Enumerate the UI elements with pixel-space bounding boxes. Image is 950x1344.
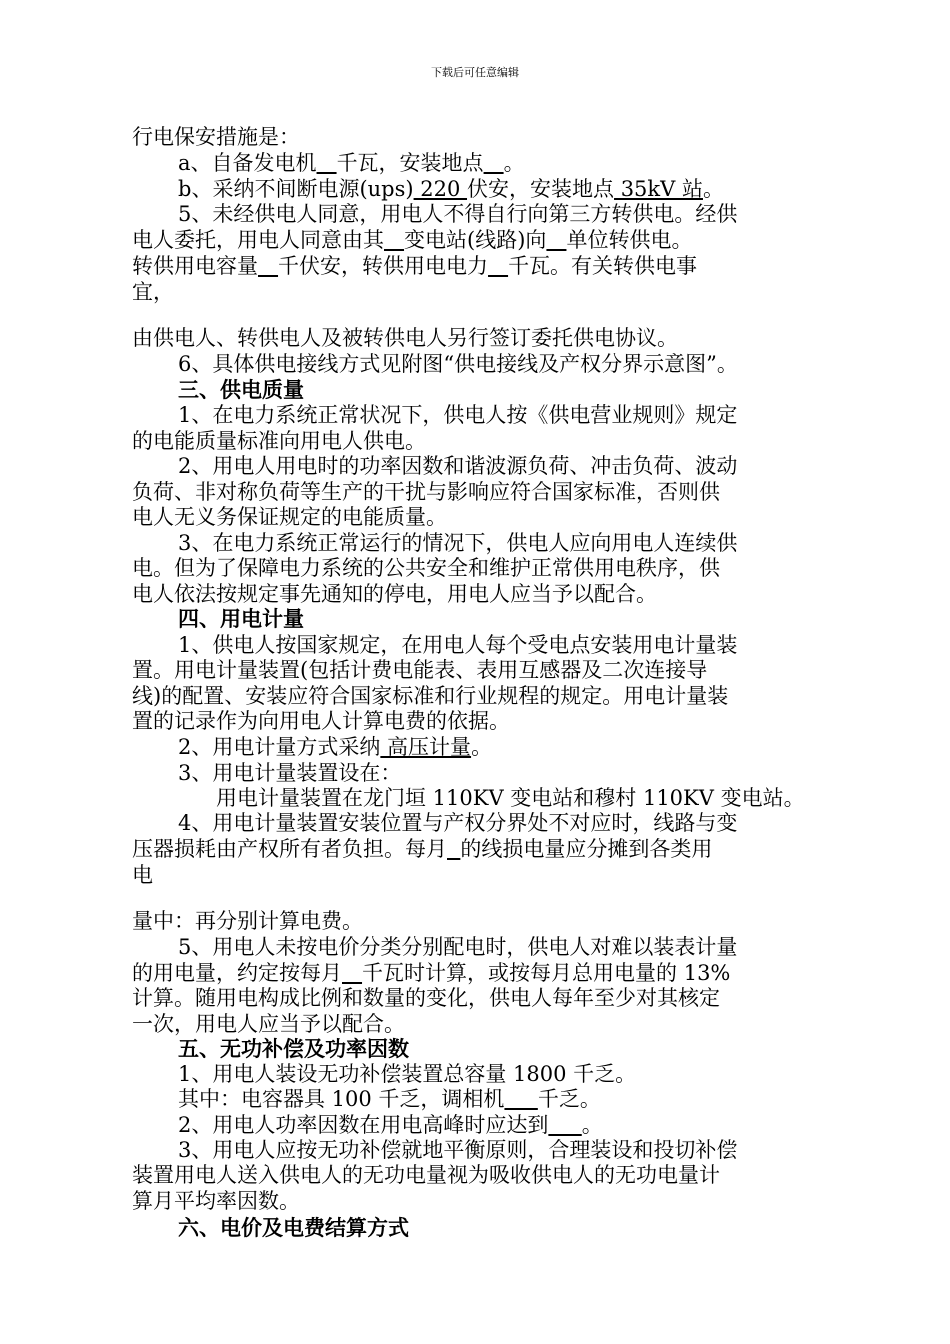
- text-segment: 千瓦。有关转供电事: [508, 254, 698, 278]
- text-line: [132, 960, 730, 986]
- text-segment: 1、供电人按国家规定，在用电人每个受电点安装用电计量装: [178, 633, 738, 657]
- text-segment: 五、无功补偿及功率因数: [178, 1037, 409, 1061]
- text-segment: 置。用电计量装置(包括计费电能表、表用互感器及二次连接导: [132, 658, 708, 682]
- text-segment: 2、用电人功率因数在用电高峰时应达到: [178, 1113, 549, 1137]
- text-segment: 变电站(线路)向: [404, 228, 547, 252]
- text-line: [178, 530, 737, 556]
- text-segment: 电。但为了保障电力系统的公共安全和维护正常供用电秩序，供: [132, 556, 720, 580]
- underlined-blank: [546, 228, 566, 252]
- underlined-blank: [258, 254, 278, 278]
- text-segment: 行电保安措施是：: [132, 125, 300, 149]
- text-segment: 2、用电计量方式采纳: [178, 735, 381, 759]
- text-line: [132, 862, 153, 888]
- text-segment: 4、用电计量装置安装位置与产权分界处不对应时，线路与变: [178, 811, 738, 835]
- underlined-blank: [548, 1113, 581, 1137]
- text-segment: 量中：再分别计算电费。: [132, 909, 363, 933]
- text-segment: 电人依法按规定事先通知的停电，用电人应当予以配合。: [132, 582, 657, 606]
- text-line: [132, 657, 707, 683]
- text-line: [178, 1061, 636, 1087]
- underlined-blank: 高压计量: [380, 735, 472, 759]
- text-line: [178, 453, 737, 479]
- text-segment: 5、未经供电人同意，用电人不得自行向第三方转供电。经供: [178, 202, 738, 226]
- text-segment: 四、用电计量: [178, 607, 304, 631]
- text-segment: 1、在电力系统正常状况下，供电人按《供电营业规则》规定: [178, 403, 738, 427]
- underlined-blank: [342, 961, 362, 985]
- text-segment: 千瓦，安装地点: [336, 151, 484, 175]
- underlined-blank: [488, 254, 508, 278]
- text-segment: 的电能质量标准向用电人供电。: [132, 429, 426, 453]
- underlined-blank: 35kV 站: [614, 177, 703, 201]
- underlined-blank: [484, 151, 504, 175]
- text-segment: a、自备发电机: [178, 151, 317, 175]
- text-segment: 伏安，安装地点: [467, 177, 615, 201]
- text-line: [132, 479, 720, 505]
- text-segment: 装置用电人送入供电人的无功电量视为吸收供电人的无功电量计: [132, 1163, 720, 1187]
- text-line: [178, 934, 737, 960]
- text-line: [132, 1162, 720, 1188]
- text-line: [132, 555, 720, 581]
- text-line: [132, 325, 678, 351]
- text-segment: b、采纳不间断电源(ups): [178, 177, 414, 201]
- text-segment: 转供用电容量: [132, 254, 258, 278]
- text-segment: 计算。随用电构成比例和数量的变化，供电人每年至少对其核定: [132, 986, 720, 1010]
- text-segment: 三、供电质量: [178, 378, 304, 402]
- text-segment: 5、用电人未按电价分类分别配电时，供电人对难以装表计量: [178, 935, 738, 959]
- text-segment: 电人委托，用电人同意由其: [132, 228, 384, 252]
- text-segment: 3、用电人应按无功补偿就地平衡原则，合理装设和投切补偿: [178, 1138, 738, 1162]
- text-segment: 单位转供电。: [566, 228, 693, 252]
- text-segment: 一次，用电人应当予以配合。: [132, 1012, 405, 1036]
- text-line: [178, 1137, 737, 1163]
- text-line: [132, 504, 447, 530]
- text-segment: 2、用电人用电时的功率因数和谐波源负荷、冲击负荷、波动: [178, 454, 738, 478]
- text-segment: 千乏。: [537, 1087, 601, 1111]
- text-line: [178, 760, 401, 786]
- text-line: [178, 201, 737, 227]
- underlined-blank: [384, 228, 404, 252]
- text-segment: 。: [471, 735, 493, 759]
- text-line: [216, 785, 805, 811]
- text-line: [132, 708, 510, 734]
- text-segment: 1、用电人装设无功补偿装置总容量 1800 千乏。: [178, 1062, 637, 1086]
- text-line: [178, 351, 738, 377]
- text-segment: 由供电人、转供电人及被转供电人另行签订委托供电协议。: [132, 326, 678, 350]
- text-segment: 。: [702, 177, 724, 201]
- text-segment: 负荷、非对称负荷等生产的干扰与影响应符合国家标准，否则供: [132, 480, 720, 504]
- text-line: [132, 1188, 300, 1214]
- text-segment: 电人无义务保证规定的电能质量。: [132, 505, 447, 529]
- underlined-blank: 220: [413, 177, 468, 201]
- text-segment: 的线损电量应分摊到各类用: [460, 837, 713, 861]
- text-segment: 用电计量装置在龙门垣 110KV 变电站和穆村 110KV 变电站。: [216, 786, 805, 810]
- text-line: [132, 683, 728, 709]
- text-line: [178, 402, 737, 428]
- text-segment: 。: [581, 1113, 603, 1137]
- underlined-blank: [447, 837, 460, 861]
- underlined-blank: [504, 1087, 537, 1111]
- text-line: [132, 428, 426, 454]
- text-line: [132, 836, 712, 862]
- underlined-blank: [317, 151, 337, 175]
- text-segment: 3、在电力系统正常运行的情况下，供电人应向用电人连续供: [178, 531, 738, 555]
- text-segment: 六、电价及电费结算方式: [178, 1216, 409, 1240]
- text-segment: 线)的配置、安装应符合国家标准和行业规程的规定。用电计量装: [132, 684, 729, 708]
- text-line: [132, 581, 657, 607]
- text-segment: 算月平均率因数。: [132, 1189, 300, 1213]
- text-line: [178, 1086, 601, 1112]
- text-segment: 其中：电容器具 100 千乏，调相机: [178, 1087, 505, 1111]
- text-line: [178, 632, 737, 658]
- section-heading: [178, 1036, 409, 1062]
- text-line: [178, 1112, 603, 1138]
- section-heading: [178, 377, 304, 403]
- text-segment: 的用电量，约定按每月: [132, 961, 342, 985]
- text-line: [132, 279, 174, 305]
- text-segment: 宜，: [132, 280, 174, 304]
- text-line: [132, 227, 692, 253]
- text-line: [132, 124, 300, 150]
- text-segment: 6、具体供电接线方式见附图“供电接线及产权分界示意图”。: [178, 352, 738, 376]
- text-segment: 置的记录作为向用电人计算电费的依据。: [132, 709, 510, 733]
- text-segment: 压器损耗由产权所有者负担。每月: [132, 837, 447, 861]
- text-segment: 电: [132, 863, 153, 887]
- text-segment: 千伏安，转供用电电力: [278, 254, 489, 278]
- text-line: [132, 908, 363, 934]
- text-segment: 3、用电计量装置设在：: [178, 761, 402, 785]
- text-line: [132, 985, 720, 1011]
- section-heading: [178, 1215, 409, 1241]
- text-segment: 千瓦时计算，或按每月总用电量的 13%: [362, 961, 731, 985]
- text-line: [178, 176, 724, 202]
- text-line: [178, 734, 492, 760]
- text-line: [178, 150, 525, 176]
- page-header: 下载后可任意编辑: [431, 66, 519, 79]
- text-line: [178, 810, 737, 836]
- section-heading: [178, 606, 304, 632]
- text-line: [132, 253, 697, 279]
- text-segment: 。: [503, 151, 525, 175]
- text-line: [132, 1011, 405, 1037]
